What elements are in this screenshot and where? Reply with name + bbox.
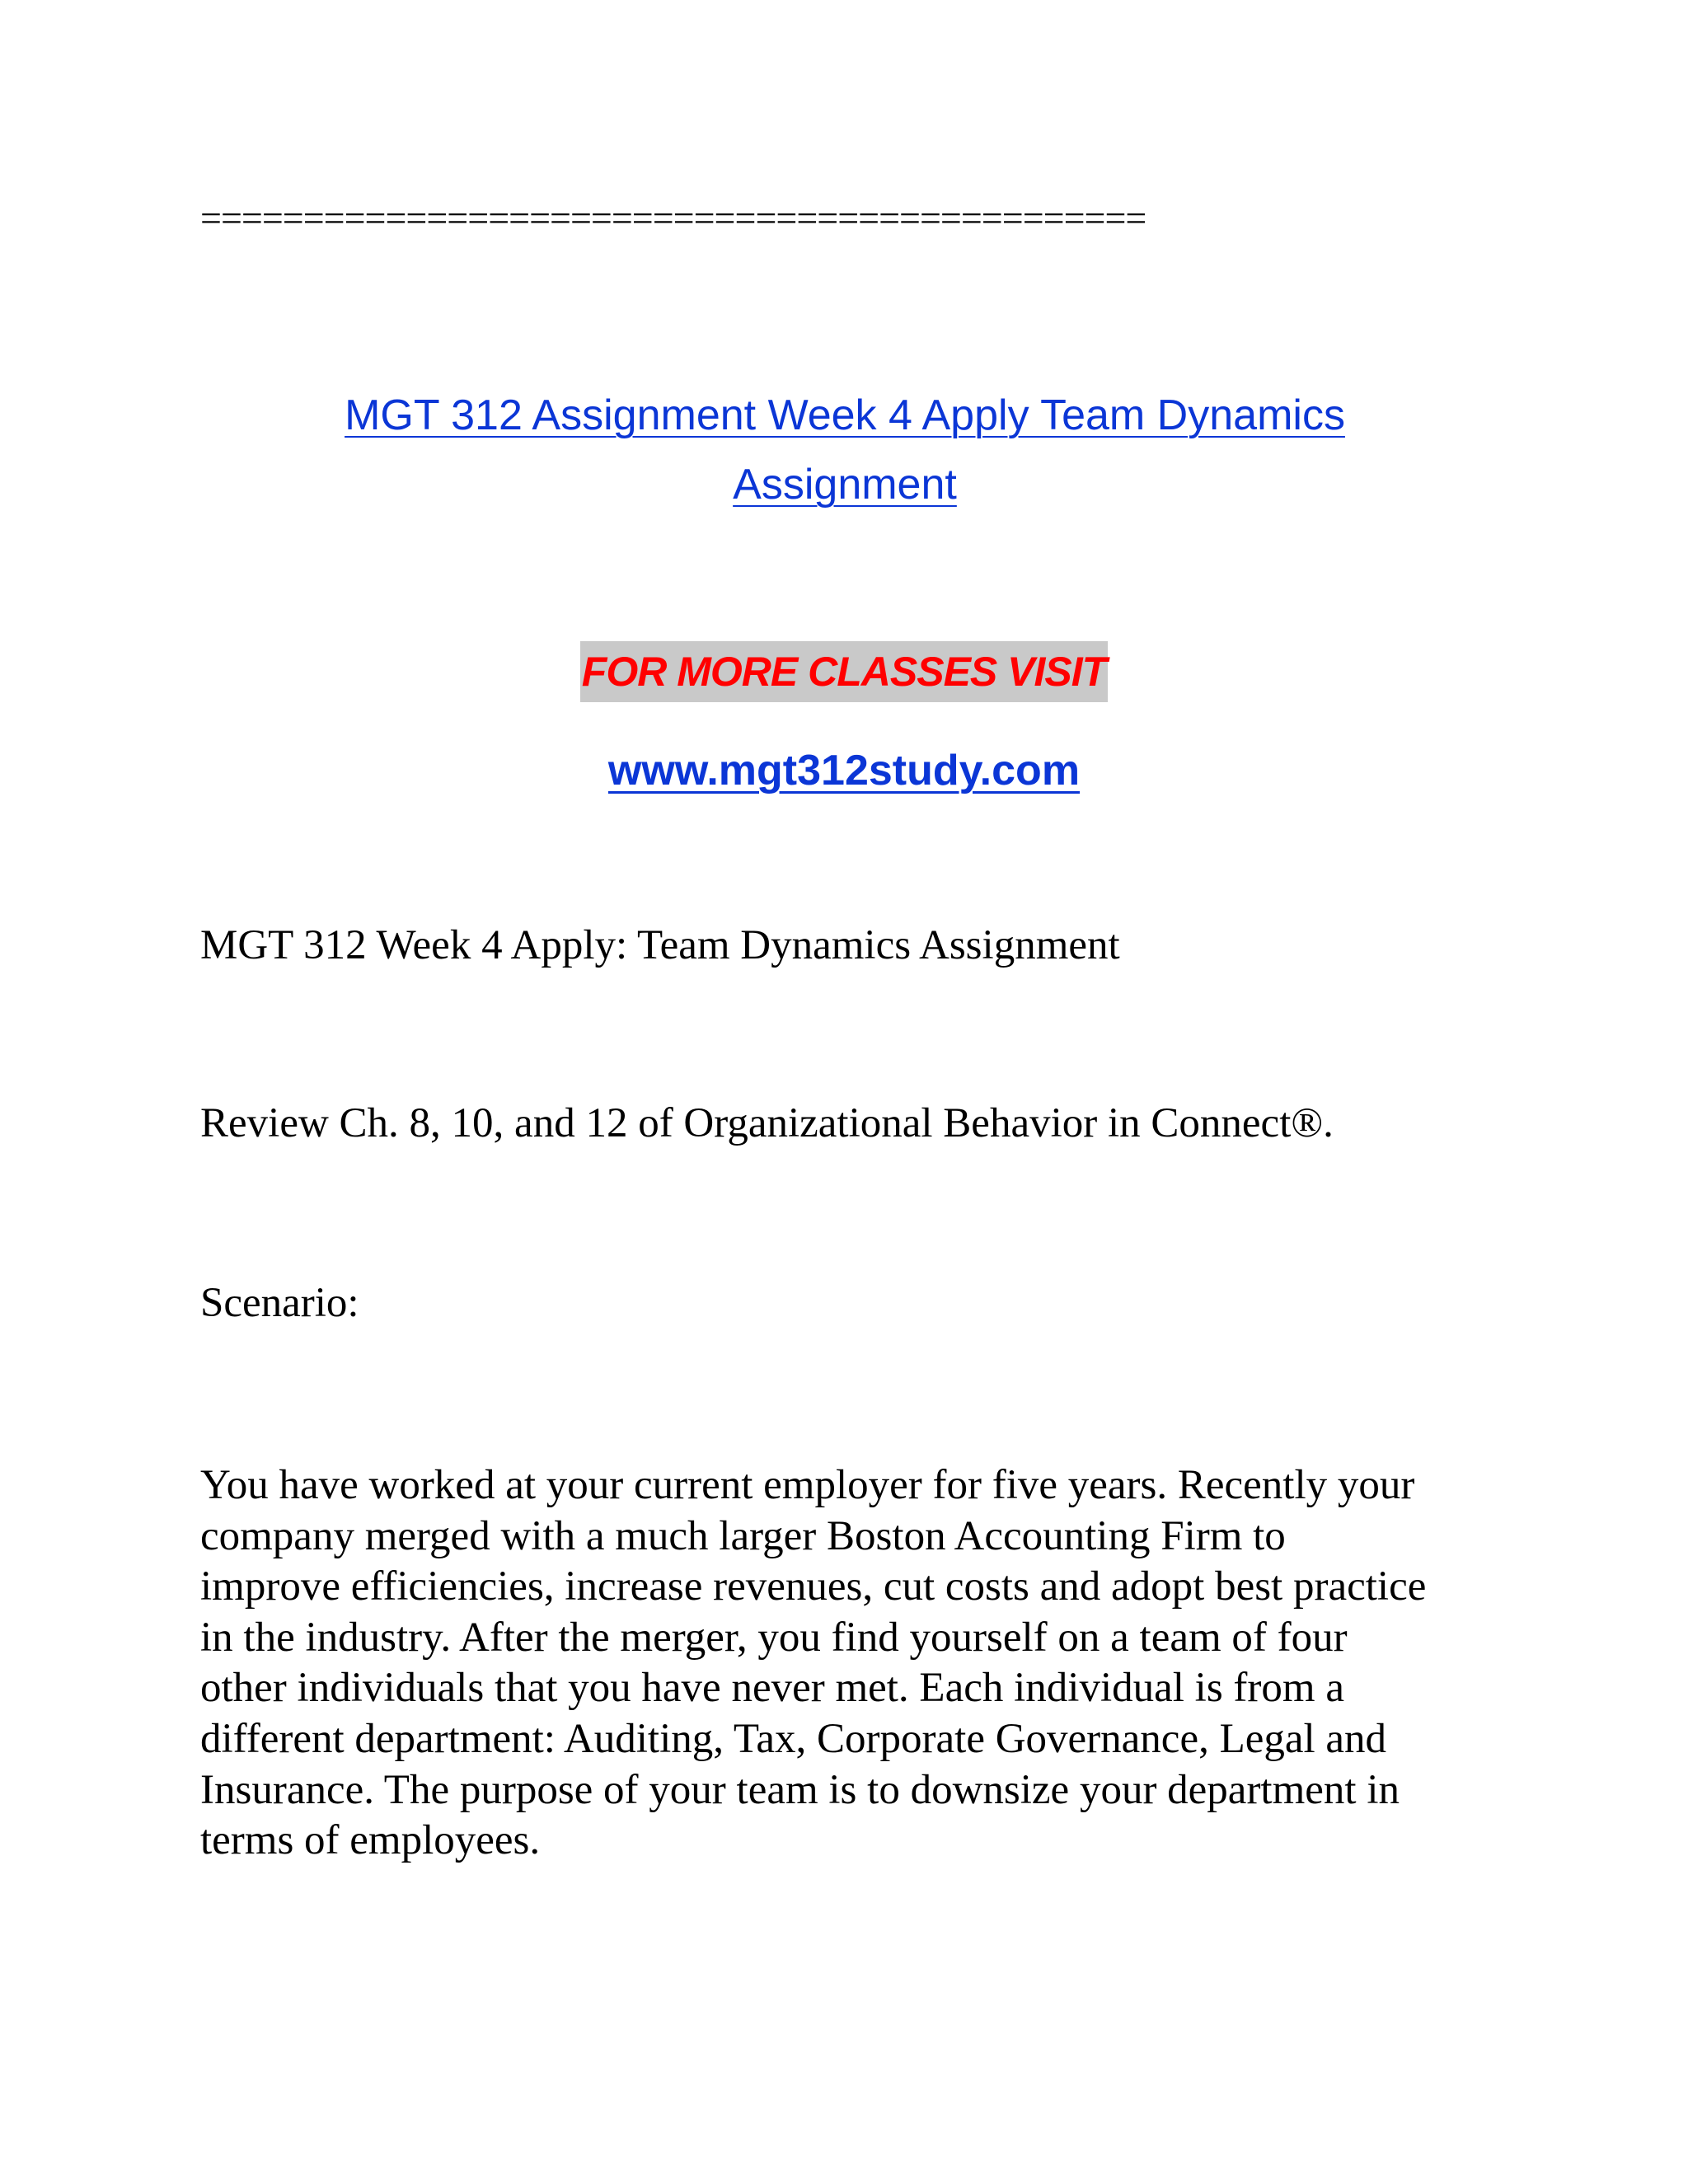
scenario-line: other individuals that you have never met. Each individual is from a	[200, 1665, 1344, 1712]
title-line-1: MGT 312 Assignment Week 4 Apply Team Dynamics	[345, 391, 1345, 439]
assignment-title-link[interactable]	[231, 381, 1459, 519]
scenario-paragraph	[200, 1460, 1552, 1867]
promo-banner	[0, 641, 1688, 702]
scenario-line: You have worked at your current employer for five years. Recently your	[200, 1462, 1415, 1508]
scenario-line: Insurance. The purpose of your team is to downsize your department in	[200, 1766, 1400, 1813]
separator-line: ==============================================	[200, 197, 1146, 239]
website-link[interactable]: www.mgt312study.com	[607, 747, 1081, 794]
scenario-line: different department: Auditing, Tax, Corporate Governance, Legal and	[200, 1715, 1387, 1762]
scenario-line: terms of employees.	[200, 1817, 541, 1864]
assignment-heading: MGT 312 Week 4 Apply: Team Dynamics Assignment	[200, 922, 1120, 968]
review-instruction: Review Ch. 8, 10, and 12 of Organizational Behavior in Connect®.	[200, 1100, 1334, 1146]
scenario-label: Scenario:	[200, 1280, 359, 1326]
scenario-line: in the industry. After the merger, you find yourself on a team of four	[200, 1614, 1348, 1661]
title-line-2: Assignment	[733, 461, 957, 509]
scenario-line: improve efficiencies, increase revenues, cut costs and adopt best practice	[200, 1563, 1427, 1610]
scenario-line: company merged with a much larger Boston Accounting Firm to	[200, 1512, 1286, 1559]
promo-text: FOR MORE CLASSES VISIT	[580, 641, 1108, 702]
